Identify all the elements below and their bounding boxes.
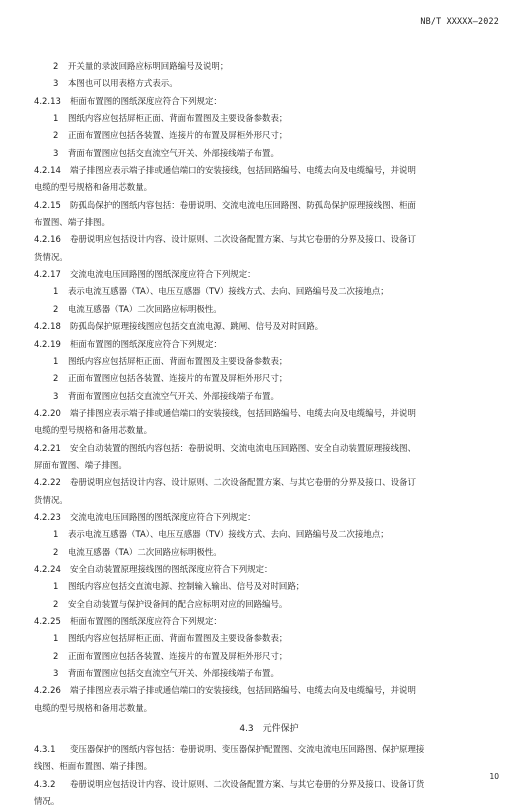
continuation-line — [34, 422, 504, 439]
clause-number: 4.2.13 — [34, 95, 61, 106]
clause-number: 4.2.18 — [34, 321, 61, 332]
continuation-line — [34, 793, 504, 810]
list-item — [34, 370, 504, 387]
continuation-line — [34, 758, 504, 775]
document-body — [34, 58, 504, 810]
line-text: 柜面布置图的图纸深度应符合下列规定： — [70, 616, 222, 626]
item-number: 3 — [53, 390, 59, 401]
line-text: 表示电流互感器（TA）、电压互感器（TV）接线方式、去向、回路编号及二次接地点； — [68, 529, 389, 540]
line-text: 变压器保护的图纸内容包括：卷册说明、变压器保护配置图、交流电流电压回路图、保护原理接 — [70, 744, 425, 755]
clause-line — [34, 509, 504, 526]
clause-line — [34, 318, 504, 335]
clauses-4-3 — [34, 741, 504, 810]
list-item — [34, 145, 504, 162]
clause-line — [34, 776, 504, 793]
line-text: 正面布置图应包括各装置、连接片的布置及屏柜外形尺寸； — [68, 130, 288, 141]
line-text: 图纸内容应包括屏柜正面、背面布置图及主要设备参数表； — [68, 355, 288, 366]
line-text: 图纸内容应包括屏柜正面、背面布置图及主要设备参数表； — [68, 113, 288, 124]
list-item — [34, 283, 504, 300]
line-text: 图纸内容应包括交直流电源、控制输入输出、信号及对时回路； — [68, 581, 305, 592]
item-number: 1 — [53, 633, 59, 644]
clause-number: 4.2.16 — [34, 234, 61, 245]
item-number: 1 — [53, 581, 59, 592]
clause-line — [34, 231, 504, 248]
clause-line — [34, 162, 504, 179]
line-text: 电缆的型号规格和备用芯数量。 — [34, 702, 153, 713]
line-text: 防孤岛保护原理接线图应包括交直流电源、跳闸、信号及对时回路。 — [70, 321, 324, 332]
clause-line — [34, 405, 504, 422]
line-text: 交流电流电压回路图的图纸深度应符合下列规定： — [70, 269, 256, 280]
list-item — [34, 75, 504, 92]
list-item — [34, 544, 504, 561]
continuation-line — [34, 700, 504, 717]
clause-number: 4.3.2 — [34, 778, 56, 789]
item-number: 3 — [53, 668, 59, 679]
item-number: 2 — [53, 130, 59, 141]
line-text: 端子排图应表示端子排或通信端口的安装接线，包括回路编号、电缆去向及电缆编号，并说明 — [70, 407, 416, 418]
list-item — [34, 388, 504, 405]
line-text: 交流电流电压回路图的图纸深度应符合下列规定： — [70, 511, 256, 522]
line-text: 安全自动装置的图纸内容包括：卷册说明、交流电流电压回路图、安全自动装置原理接线图、 — [70, 442, 416, 453]
item-number: 1 — [53, 113, 59, 124]
line-text: 电缆的型号规格和备用芯数量。 — [34, 425, 153, 436]
clause-line — [34, 474, 504, 491]
item-number: 2 — [53, 303, 59, 314]
clauses-4-2 — [34, 58, 504, 717]
item-number: 2 — [53, 650, 59, 661]
document-code: NB/T XXXXX—2022 — [420, 16, 499, 26]
line-text: 安全自动装置与保护设备间的配合应标明对应的回路编号。 — [68, 598, 288, 609]
continuation-line — [34, 179, 504, 196]
continuation-line — [34, 249, 504, 266]
line-text: 柜面布置图的图纸深度应符合下列规定： — [70, 95, 222, 106]
list-item — [34, 353, 504, 370]
line-text: 屏面布置图、端子排图。 — [34, 459, 127, 470]
list-item — [34, 578, 504, 595]
list-item — [34, 648, 504, 665]
line-text: 表示电流互感器（TA）、电压互感器（TV）接线方式、去向、回路编号及二次接地点； — [68, 286, 389, 297]
line-text: 电缆的型号规格和备用芯数量。 — [34, 182, 153, 193]
list-item — [34, 301, 504, 318]
continuation-line — [34, 457, 504, 474]
clause-line — [34, 561, 504, 578]
clause-line — [34, 613, 504, 630]
clause-line — [34, 440, 504, 457]
clause-number: 4.2.22 — [34, 477, 61, 488]
line-text: 卷册说明应包括设计内容、设计原则、二次设备配置方案、与其它卷册的分界及接口、设备订货 — [70, 778, 425, 789]
line-text: 背面布置图应包括交直流空气开关、外部接线端子布置。 — [68, 147, 279, 158]
line-text: 卷册说明应包括设计内容、设计原则、二次设备配置方案、与其它卷册的分界及接口、设备订 — [70, 234, 416, 245]
line-text: 卷册说明应包括设计内容、设计原则、二次设备配置方案、与其它卷册的分界及接口、设备订 — [70, 477, 416, 488]
line-text: 端子排图应表示端子排或通信端口的安装接线，包括回路编号、电缆去向及电缆编号，并说明 — [70, 685, 416, 696]
item-number: 3 — [53, 78, 59, 89]
list-item — [34, 665, 504, 682]
item-number: 1 — [53, 286, 59, 297]
clause-line — [34, 336, 504, 353]
continuation-line — [34, 214, 504, 231]
item-number: 3 — [53, 147, 59, 158]
clause-line — [34, 197, 504, 214]
list-item — [34, 526, 504, 543]
clause-number: 4.2.26 — [34, 685, 61, 696]
item-number: 2 — [53, 373, 59, 384]
line-text: 正面布置图应包括各装置、连接片的布置及屏柜外形尺寸； — [68, 650, 288, 661]
clause-number: 4.2.25 — [34, 616, 61, 626]
line-text: 柜面布置图的图纸深度应符合下列规定： — [70, 338, 222, 349]
item-number: 1 — [53, 355, 59, 366]
line-text: 端子排图应表示端子排或通信端口的安装接线，包括回路编号、电缆去向及电缆编号，并说明 — [70, 165, 416, 176]
line-text: 线图、柜面布置图、端子排图。 — [34, 761, 153, 772]
line-text: 正面布置图应包括各装置、连接片的布置及屏柜外形尺寸； — [68, 373, 288, 384]
line-text: 电流互感器（TA）二次回路应标明极性。 — [68, 546, 222, 557]
item-number: 1 — [53, 529, 59, 540]
section-title: 4.3 元件保护 — [239, 724, 299, 735]
list-item — [34, 596, 504, 613]
clause-line — [34, 741, 504, 758]
clause-number: 4.3.1 — [34, 744, 56, 755]
clause-number: 4.2.20 — [34, 407, 61, 418]
item-number: 2 — [53, 598, 59, 609]
line-text: 情况。 — [34, 796, 60, 807]
item-number: 2 — [53, 61, 59, 71]
list-item — [34, 630, 504, 647]
clause-number: 4.2.21 — [34, 442, 61, 453]
line-text: 布置图、端子排图。 — [34, 217, 110, 228]
clause-line — [34, 266, 504, 283]
list-item — [34, 58, 504, 75]
clause-line — [34, 93, 504, 110]
clause-number: 4.2.17 — [34, 269, 61, 280]
page-number: 10 — [489, 772, 499, 781]
line-text: 防孤岛保护的图纸内容包括：卷册说明、交流电流电压回路图、防孤岛保护原理接线图、柜面 — [70, 199, 416, 210]
line-text: 货情况。 — [34, 251, 68, 262]
list-item — [34, 127, 504, 144]
continuation-line — [34, 492, 504, 509]
clause-number: 4.2.15 — [34, 199, 61, 210]
line-text: 背面布置图应包括交直流空气开关、外部接线端子布置。 — [68, 668, 279, 679]
line-text: 本图也可以用表格方式表示。 — [68, 78, 178, 89]
line-text: 安全自动装置原理接线图的图纸深度应符合下列规定： — [70, 563, 273, 574]
clause-number: 4.2.23 — [34, 511, 61, 522]
line-text: 图纸内容应包括屏柜正面、背面布置图及主要设备参数表； — [68, 633, 288, 644]
clause-line — [34, 682, 504, 699]
clause-number: 4.2.14 — [34, 165, 61, 176]
list-item — [34, 110, 504, 127]
line-text: 电流互感器（TA）二次回路应标明极性。 — [68, 303, 222, 314]
clause-number: 4.2.24 — [34, 563, 61, 574]
item-number: 2 — [53, 546, 59, 557]
clause-number: 4.2.19 — [34, 338, 61, 349]
line-text: 开关量的录波回路应标明回路编号及说明； — [68, 61, 229, 71]
line-text: 货情况。 — [34, 494, 68, 505]
line-text: 背面布置图应包括交直流空气开关、外部接线端子布置。 — [68, 390, 279, 401]
